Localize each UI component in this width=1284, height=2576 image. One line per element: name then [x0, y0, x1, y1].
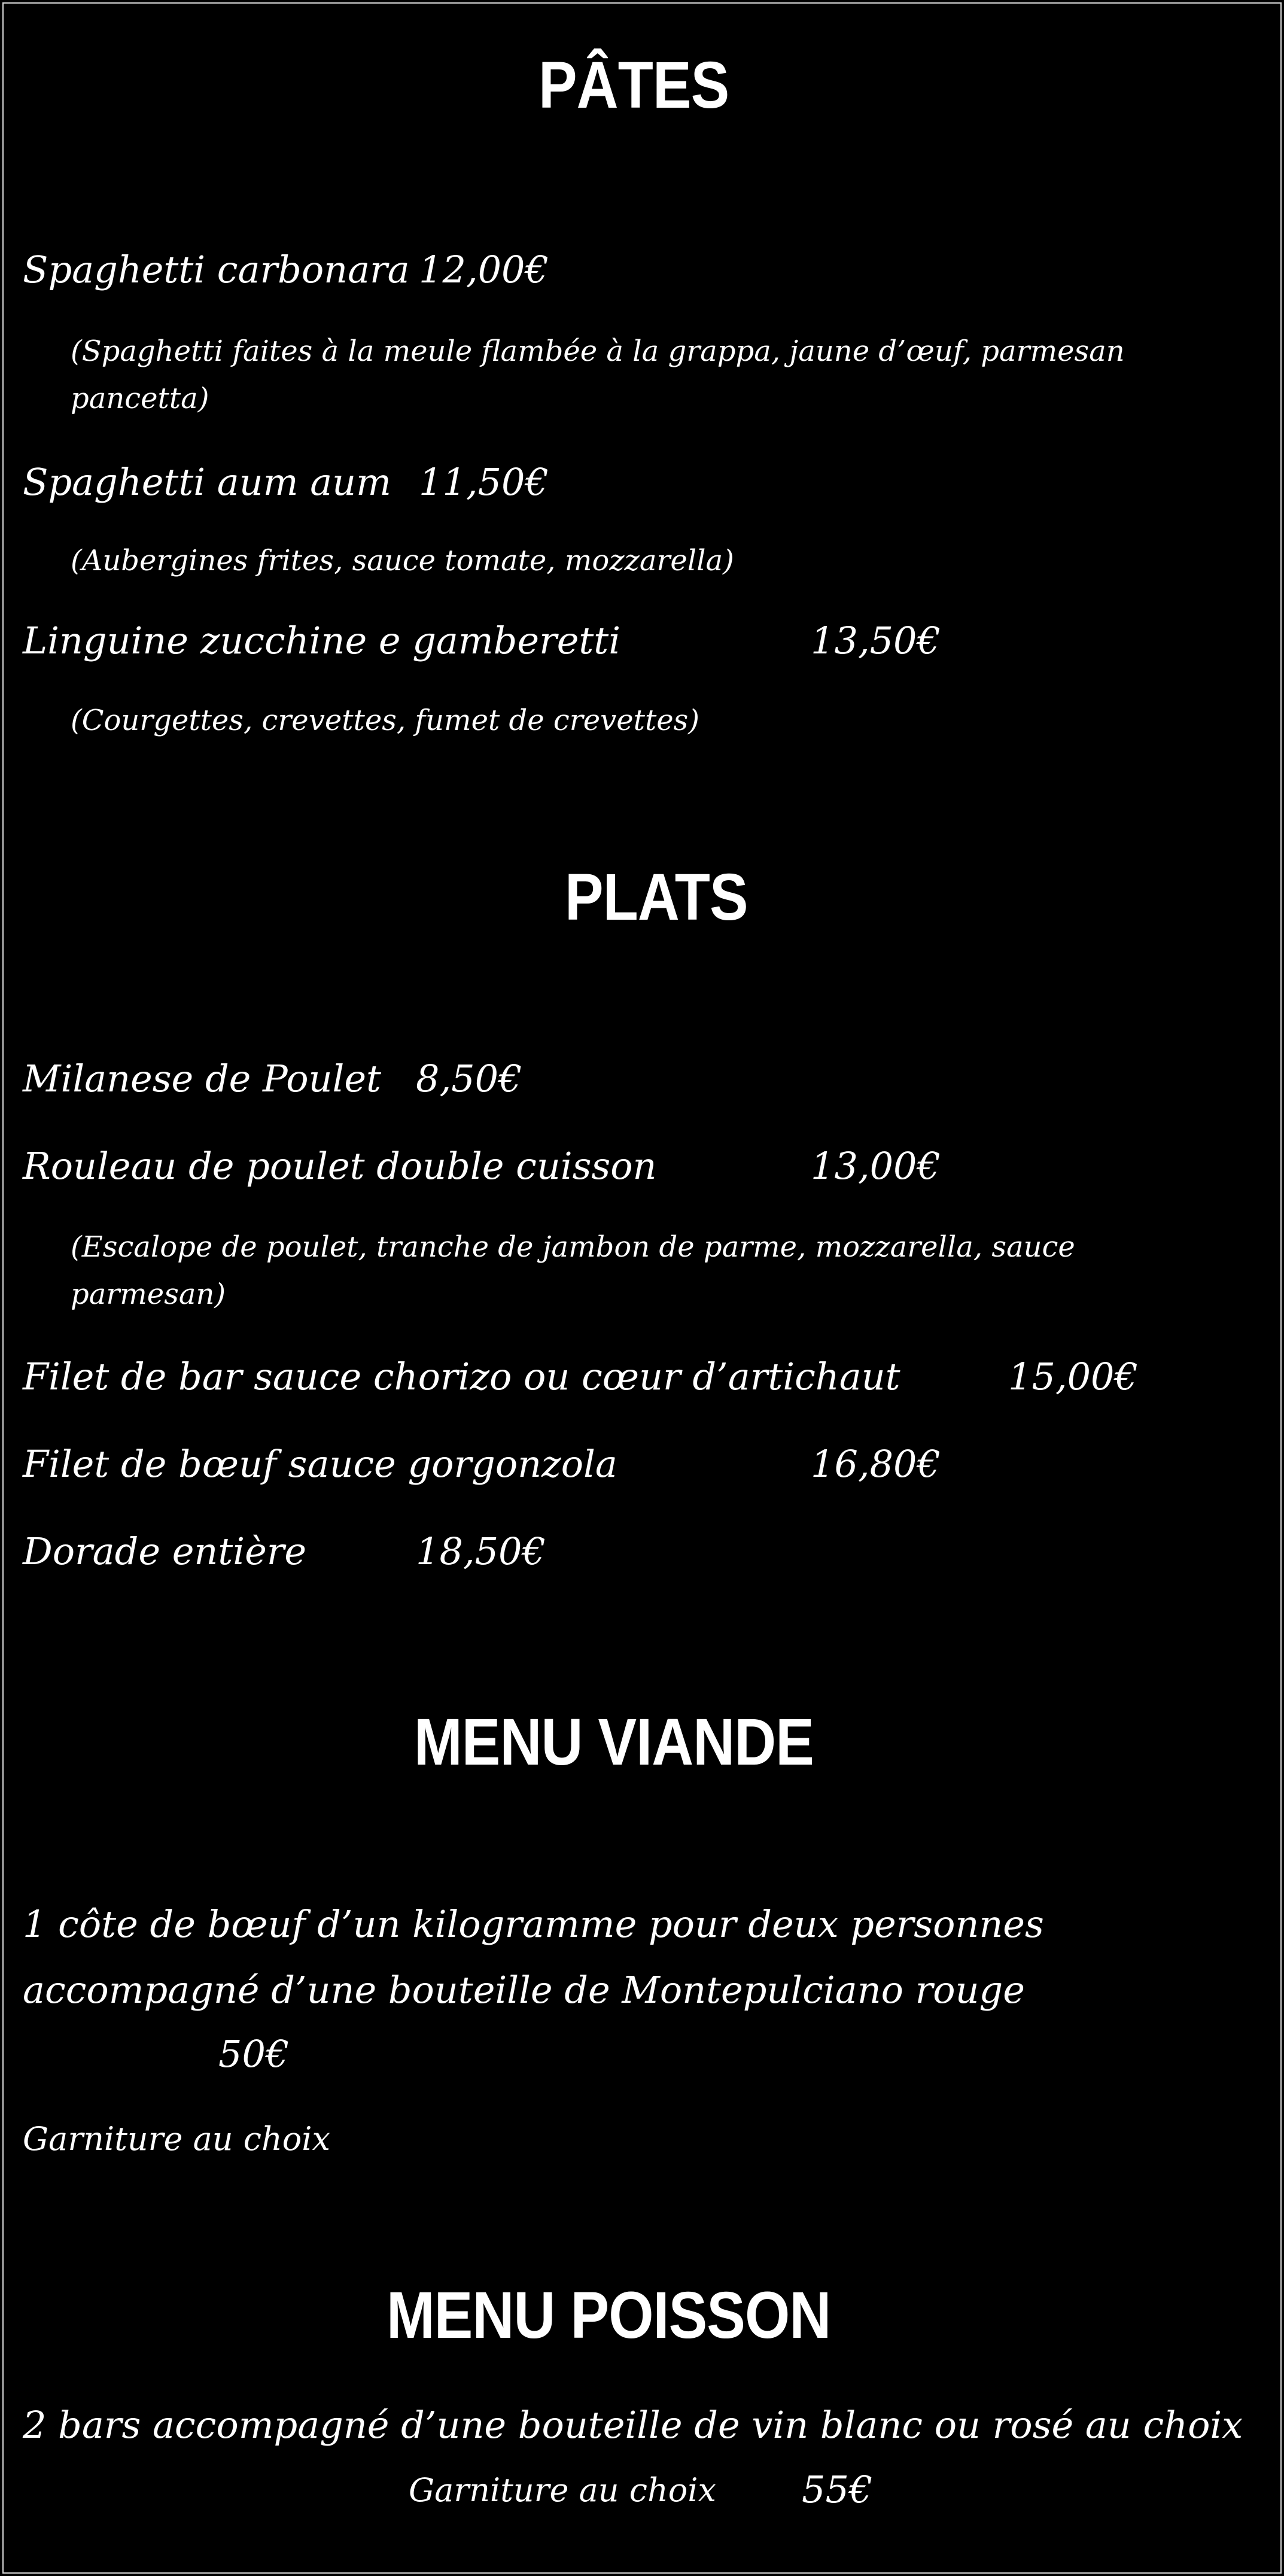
section-title-plats: PLATS: [565, 860, 748, 934]
menu-item-name: Milanese de Poulet: [23, 1057, 381, 1100]
menu-item-description: (Courgettes, crevettes, fumet de crevettes): [71, 704, 700, 737]
menu-item-name: Filet de bar sauce chorizo ou cœur d’artichaut: [23, 1355, 900, 1398]
menu-item-price: 11,50€: [419, 460, 549, 504]
menu-item-name: Dorade entière: [23, 1529, 307, 1573]
menu-item-description: (Spaghetti faites à la meule flambée à la grappa, jaune d’œuf, parmesan pancetta): [71, 334, 1125, 416]
menu-poisson-line-1: 2 bars accompagné d’une bouteille de vin blanc ou rosé au choix: [23, 2403, 1243, 2447]
menu-item-name: Rouleau de poulet double cuisson: [23, 1144, 657, 1188]
menu-item-price: 13,00€: [811, 1144, 941, 1188]
menu-item-price: 13,50€: [811, 619, 941, 662]
menu-item-name: Linguine zucchine e gamberetti: [23, 619, 621, 662]
menu-poisson-price: 55€: [802, 2468, 873, 2511]
menu-item-price: 8,50€: [416, 1057, 522, 1100]
menu-item-description: (Escalope de poulet, tranche de jambon de parme, mozzarella, sauce parmesan): [71, 1230, 1075, 1312]
section-title-pates: PÂTES: [538, 48, 729, 122]
menu-item-description: (Aubergines frites, sauce tomate, mozzarella): [71, 544, 734, 577]
menu-viande-line-1: 1 côte de bœuf d’un kilogramme pour deux personnes: [23, 1902, 1044, 1946]
menu-poisson-garniture: Garniture au choix: [409, 2471, 717, 2509]
menu-item-price: 12,00€: [419, 248, 549, 291]
section-title-menu-poisson: MENU POISSON: [387, 2279, 831, 2352]
menu-viande-price: 50€: [218, 2032, 290, 2076]
menu-item-name: Spaghetti aum aum: [23, 460, 391, 504]
menu-item-price: 15,00€: [1008, 1355, 1138, 1398]
menu-item-name: Spaghetti carbonara: [23, 248, 410, 291]
section-title-menu-viande: MENU VIANDE: [414, 1705, 814, 1779]
menu-viande-line-2: accompagné d’une bouteille de Montepulciano rouge: [23, 1968, 1025, 2012]
menu-item-price: 18,50€: [416, 1529, 546, 1573]
menu-item-price: 16,80€: [811, 1442, 941, 1486]
menu-item-name: Filet de bœuf sauce gorgonzola: [23, 1442, 617, 1486]
menu-viande-garniture: Garniture au choix: [23, 2120, 331, 2158]
